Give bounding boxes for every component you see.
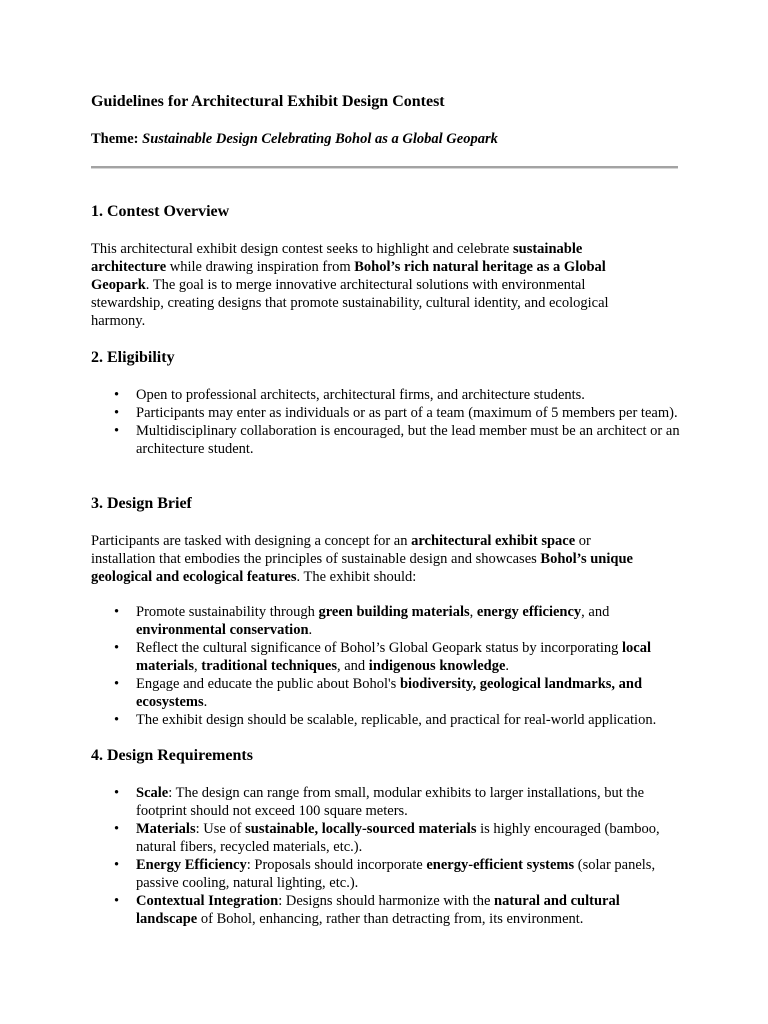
list-item [114, 892, 681, 928]
brief-list [91, 603, 681, 729]
bullet-icon: • [114, 821, 120, 837]
list-item [114, 675, 681, 711]
bullet-icon: • [114, 857, 120, 873]
bullet-icon: • [114, 405, 120, 421]
bold-run: architectural exhibit space [411, 533, 576, 549]
list-item [114, 603, 681, 639]
bullet-icon: • [114, 604, 120, 620]
text-run: This architectural exhibit design contest seeks to highlight and celebrate [91, 241, 513, 257]
bold-run: green building materials [318, 604, 470, 620]
text-run: , [193, 658, 202, 674]
list-item [114, 856, 681, 892]
list-item [114, 422, 681, 458]
list-item-text: Multidisciplinary collaboration is encouraged, but the lead member must be an architect or an architecture student. [136, 423, 680, 457]
document-title: Guidelines for Architectural Exhibit Design Contest [91, 93, 445, 110]
text-run: Promote sustainability through [136, 604, 319, 620]
requirements-list [91, 784, 681, 928]
text-run: (solar panels, passive cooling, natural lighting, etc.). [136, 857, 656, 891]
bold-run: Bohol’s unique geological and ecological features [91, 551, 633, 585]
bold-run: energy-efficient systems [426, 857, 575, 873]
text-run: . [203, 694, 208, 710]
bullet-icon: • [114, 712, 120, 728]
bold-run: sustainable, locally-sourced materials [245, 821, 477, 837]
text-run: The exhibit design should be scalable, replicable, and practical for real-world application. [136, 712, 657, 728]
theme-value: Sustainable Design Celebrating Bohol as a Global Geopark [142, 131, 498, 147]
bold-run: Energy Efficiency [136, 857, 247, 873]
section-heading-eligibility: 2. Eligibility [91, 349, 175, 366]
bold-run: Materials [136, 821, 196, 837]
overview-paragraph [91, 240, 651, 330]
section-heading-overview: 1. Contest Overview [91, 203, 230, 220]
bold-run: biodiversity, geological landmarks, and ecosystems [136, 676, 643, 710]
list-item [114, 639, 681, 675]
bold-run: traditional techniques [201, 658, 337, 674]
text-run: Engage and educate the public about Bohol's [136, 676, 400, 692]
text-run: or installation that embodies the principles of sustainable design and showcases [91, 533, 591, 567]
list-item [114, 711, 681, 729]
bullet-icon: • [114, 423, 120, 439]
text-run: . [308, 622, 313, 638]
list-item [114, 820, 681, 856]
text-run: . The exhibit should: [296, 569, 417, 585]
list-item [114, 386, 681, 404]
theme-label: Theme: [91, 131, 139, 147]
list-item [114, 784, 681, 820]
brief-paragraph [91, 532, 651, 586]
eligibility-list [91, 386, 681, 458]
bold-run: sustainable architecture [91, 241, 583, 275]
text-run: Reflect the cultural significance of Bohol’s Global Geopark status by incorporating [136, 640, 623, 656]
text-run: . [505, 658, 510, 674]
text-run: of Bohol, enhancing, rather than detracting from, its environment. [197, 911, 584, 927]
list-item-text: Open to professional architects, architectural firms, and architecture students. [136, 387, 585, 403]
bullet-icon: • [114, 676, 120, 692]
bold-run: environmental conservation [136, 622, 309, 638]
bold-run: Scale [136, 785, 169, 801]
text-run: while drawing inspiration from [166, 259, 355, 275]
list-item-text: Participants may enter as individuals or as part of a team (maximum of 5 members per team). [136, 405, 678, 421]
list-item [114, 404, 681, 422]
section-heading-brief: 3. Design Brief [91, 495, 192, 512]
text-run: , [469, 604, 477, 620]
horizontal-rule [91, 166, 678, 169]
section-heading-requirements: 4. Design Requirements [91, 747, 253, 764]
text-run: , and [336, 658, 369, 674]
bold-run: natural and cultural landscape [136, 893, 620, 927]
bullet-icon: • [114, 387, 120, 403]
text-run: , and [581, 604, 610, 620]
text-run: is highly encouraged (bamboo, natural fibers, recycled materials, etc.). [136, 821, 660, 855]
bullet-icon: • [114, 893, 120, 909]
theme-line [91, 131, 498, 148]
bullet-icon: • [114, 785, 120, 801]
text-run: Participants are tasked with designing a concept for an [91, 533, 412, 549]
bullet-icon: • [114, 640, 120, 656]
text-run: . The goal is to merge innovative architectural solutions with environmental stewardship, creating designs that promote sustainability, cultural identity, and ecological harmony. [91, 277, 609, 329]
text-run: : Use of [195, 821, 246, 837]
bold-run: Contextual Integration [136, 893, 279, 909]
bold-run: indigenous knowledge [368, 658, 506, 674]
text-run: : Proposals should incorporate [246, 857, 427, 873]
bold-run: energy efficiency [476, 604, 582, 620]
bold-run: Bohol’s rich natural heritage as a Global Geopark [91, 259, 606, 293]
text-run: : The design can range from small, modular exhibits to larger installations, but the footprint should not exceed 100 square meters. [136, 785, 645, 819]
text-run: : Designs should harmonize with the [278, 893, 495, 909]
bold-run: local materials [136, 640, 652, 674]
